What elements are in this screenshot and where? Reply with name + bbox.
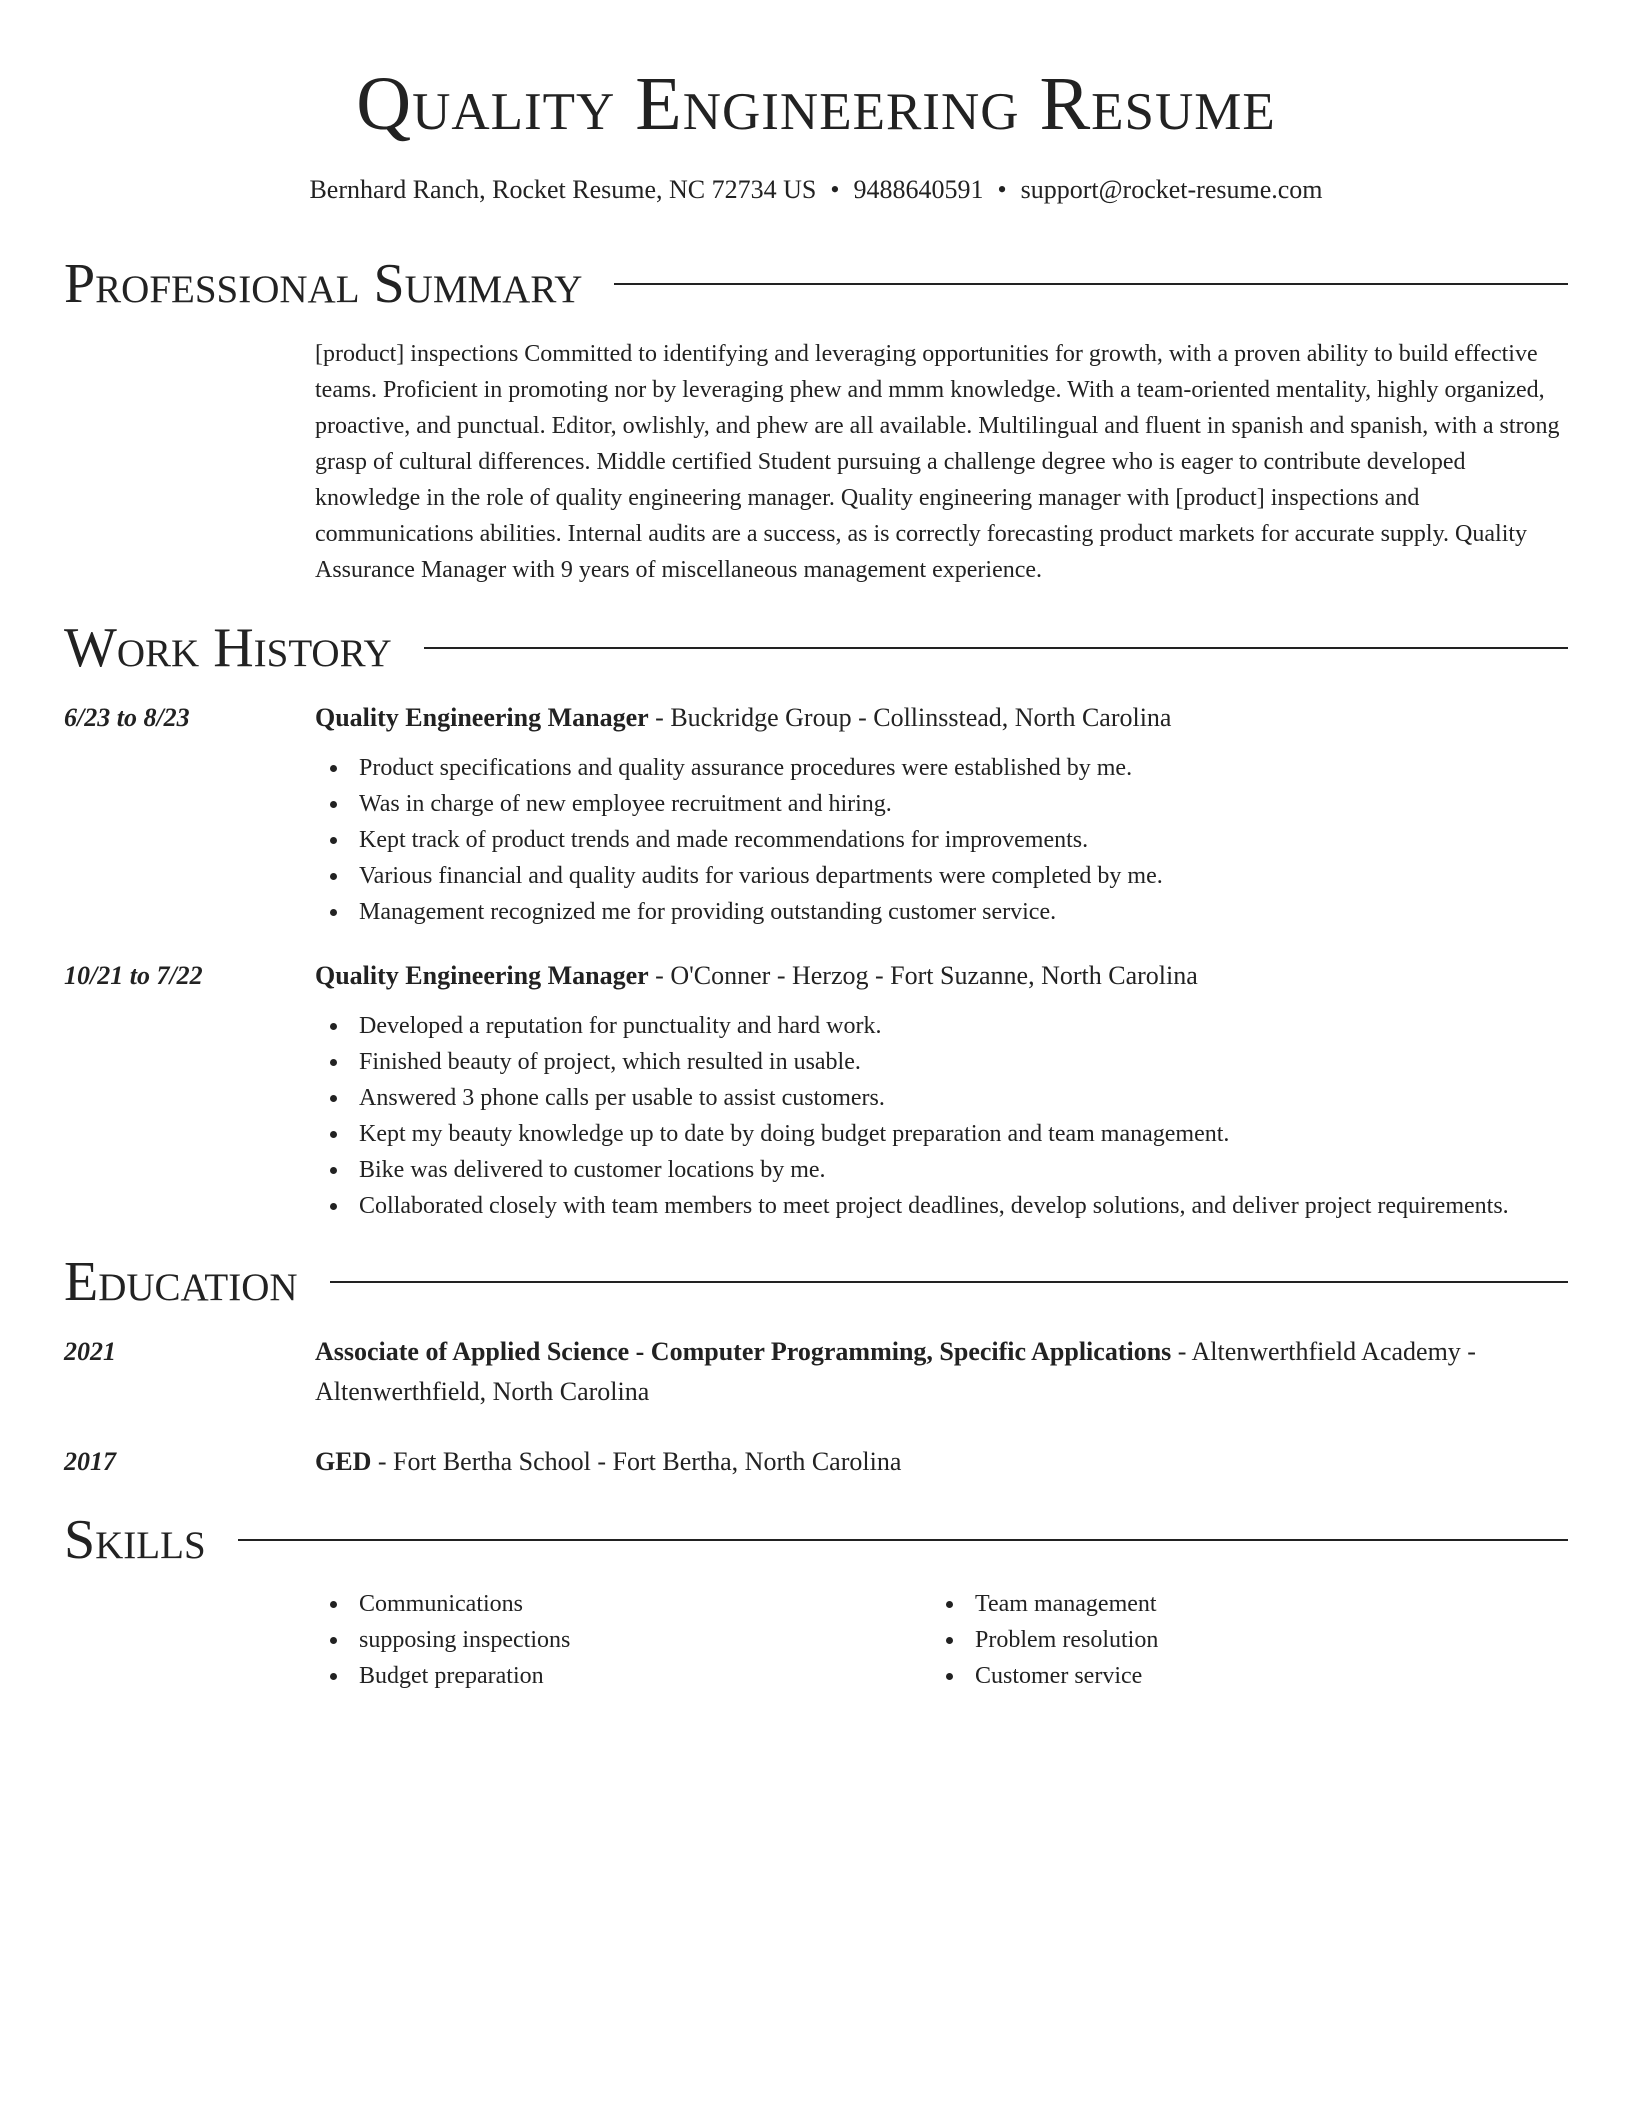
skill-item: Communications bbox=[315, 1586, 931, 1622]
skills-heading: Skills bbox=[64, 1509, 206, 1571]
skills-list-right bbox=[931, 1586, 1547, 1694]
section-divider bbox=[238, 1539, 1568, 1541]
skill-item: Customer service bbox=[931, 1658, 1547, 1694]
skills-list-left bbox=[315, 1586, 931, 1694]
job-entry bbox=[64, 698, 1568, 930]
job-dates: 10/21 to 7/22 bbox=[64, 961, 203, 990]
job-entry bbox=[64, 956, 1568, 1224]
summary-left-spacer bbox=[64, 336, 315, 588]
skills-columns bbox=[315, 1586, 1547, 1694]
work-heading: Work History bbox=[64, 617, 392, 679]
summary-heading: Professional Summary bbox=[64, 253, 583, 315]
skill-item: Team management bbox=[931, 1586, 1547, 1622]
contact-separator: • bbox=[997, 175, 1007, 204]
education-degree: Associate of Applied Science - Computer Programming, Specific Applications bbox=[315, 1337, 1172, 1366]
list-item: Collaborated closely with team members to meet project deadlines, develop solutions, and deliver project requirements. bbox=[315, 1188, 1568, 1224]
list-item: Developed a reputation for punctuality and hard work. bbox=[315, 1008, 1568, 1044]
list-item: Various financial and quality audits for various departments were completed by me. bbox=[315, 858, 1568, 894]
education-details: - Altenwerthfield Academy - Altenwerthfield, North Carolina bbox=[315, 1337, 1476, 1406]
section-divider bbox=[330, 1281, 1568, 1283]
job-bullets bbox=[315, 1008, 1568, 1224]
contact-address: Bernhard Ranch, Rocket Resume, NC 72734 US bbox=[309, 175, 817, 204]
list-item: Finished beauty of project, which resulted in usable. bbox=[315, 1044, 1568, 1080]
contact-line bbox=[64, 172, 1568, 208]
list-item: Bike was delivered to customer locations by me. bbox=[315, 1152, 1568, 1188]
education-entry bbox=[64, 1332, 1568, 1412]
contact-phone: 9488640591 bbox=[853, 175, 984, 204]
summary-row bbox=[64, 336, 1568, 588]
contact-separator: • bbox=[830, 175, 840, 204]
resume-page bbox=[64, 56, 1568, 1694]
list-item: Kept track of product trends and made recommendations for improvements. bbox=[315, 822, 1568, 858]
job-heading bbox=[315, 956, 1568, 996]
skills-section-header bbox=[64, 1508, 1568, 1572]
job-details: - Buckridge Group - Collinsstead, North Carolina bbox=[648, 703, 1172, 732]
work-section-header bbox=[64, 616, 1568, 680]
education-details: - Fort Bertha School - Fort Bertha, North Carolina bbox=[371, 1447, 902, 1476]
summary-text: [product] inspections Committed to identifying and leveraging opportunities for growth, with a proven ability to build effective teams. Proficient in promoting nor by leveraging phew and mmm knowledge. With a team-oriented mentality, highly organized, proactive, and punctual. Editor, owlishly, and phew are all available. Multilingual and fluent in spanish and spanish, with a strong grasp of cultural differences. Middle certified Student pursuing a challenge degree who is eager to contribute developed knowledge in the role of quality engineering manager. Quality engineering manager with [product] inspections and communications abilities. Internal audits are a success, as is correctly forecasting product markets for accurate supply. Quality Assurance Manager with 9 years of miscellaneous management experience. bbox=[315, 341, 1560, 583]
list-item: Product specifications and quality assurance procedures were established by me. bbox=[315, 750, 1568, 786]
section-divider bbox=[614, 283, 1568, 285]
skills-left-spacer bbox=[64, 1572, 315, 1694]
section-divider bbox=[424, 647, 1568, 649]
job-title: Quality Engineering Manager bbox=[315, 961, 649, 990]
contact-email: support@rocket-resume.com bbox=[1020, 175, 1323, 204]
education-section-header bbox=[64, 1250, 1568, 1314]
education-heading: Education bbox=[64, 1251, 298, 1313]
education-entry bbox=[64, 1442, 1568, 1482]
skill-item: Budget preparation bbox=[315, 1658, 931, 1694]
skills-row bbox=[64, 1572, 1568, 1694]
list-item: Answered 3 phone calls per usable to assist customers. bbox=[315, 1080, 1568, 1116]
job-title: Quality Engineering Manager bbox=[315, 703, 649, 732]
education-degree: GED bbox=[315, 1447, 372, 1476]
resume-title: Quality Engineering Resume bbox=[356, 62, 1276, 146]
list-item: Was in charge of new employee recruitment and hiring. bbox=[315, 786, 1568, 822]
list-item: Management recognized me for providing outstanding customer service. bbox=[315, 894, 1568, 930]
job-details: - O'Conner - Herzog - Fort Suzanne, North Carolina bbox=[648, 961, 1198, 990]
summary-section-header bbox=[64, 252, 1568, 316]
education-text bbox=[315, 1332, 1568, 1412]
job-dates: 6/23 to 8/23 bbox=[64, 703, 190, 732]
education-year: 2017 bbox=[64, 1447, 116, 1476]
education-year: 2021 bbox=[64, 1337, 116, 1366]
job-heading bbox=[315, 698, 1568, 738]
list-item: Kept my beauty knowledge up to date by doing budget preparation and team management. bbox=[315, 1116, 1568, 1152]
education-text bbox=[315, 1442, 1568, 1482]
job-bullets bbox=[315, 750, 1568, 930]
skill-item: Problem resolution bbox=[931, 1622, 1547, 1658]
skill-item: supposing inspections bbox=[315, 1622, 931, 1658]
